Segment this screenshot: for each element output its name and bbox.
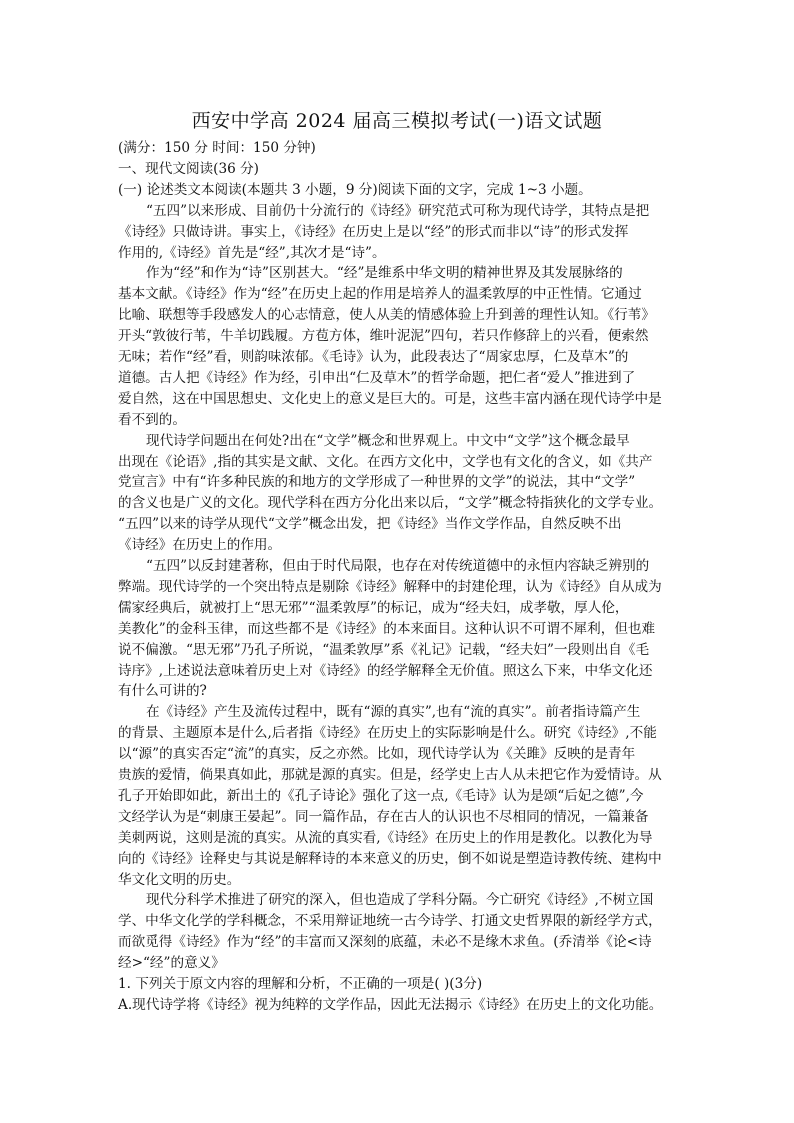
text-line: 贵族的爱情，倘果真如此，那就是源的真实。但是，经学史上古人从未把它作为爱情诗。从 xyxy=(118,767,662,783)
text-line: 基本文献。《诗经》作为“经”在历史上起的作用是培养人的温柔敦厚的中正性情。它通过 xyxy=(118,286,642,303)
text-line: 比喻、联想等手段感发人的心志情意，使人从美的情感体验上升到善的理性认知。《行苇》 xyxy=(118,307,655,324)
text-line: 作用的,《诗经》首先是“经”,其次才是“诗”。 xyxy=(118,244,386,261)
text-line: “五四”以来的诗学从现代“文学”概念出发，把《诗经》当作文学作品，自然反映不出 xyxy=(118,516,622,533)
text-line: 出现在《论语》,指的其实是文献、文化。在西方文化中，文学也有文化的含义，如《共产 xyxy=(118,453,653,470)
text-line: 现代分科学术推进了研究的深入，但也造成了学科分隔。今亡研究《诗经》,不树立国 xyxy=(146,892,654,909)
text-line: 美教化”的金科玉律，而这些都不是《诗经》的本来面目。这种认识不可谓不犀利，但也难 xyxy=(118,620,656,637)
text-line: 向的《诗经》诠释史与其说是解释诗的本来意义的历史，倒不如说是塑造诗教传统、建构中 xyxy=(118,850,662,867)
text-line: 党宣言》中有“许多种民族的和地方的文学形成了一种世界的文学”的说法，其中“文学” xyxy=(118,474,636,491)
text-line: 弊端。现代诗学的一个突出特点是剔除《诗经》解释中的封建伦理，认为《诗经》自从成为 xyxy=(118,578,662,595)
text-line: 诗序》,上述说法意味着历史上对《诗经》的经学解释全无价值。照这么下来，中华文化还 xyxy=(118,662,653,679)
text-line: 现代诗学问题出在何处?出在“文学”概念和世界观上。中文中“文学”这个概念最早 xyxy=(146,432,630,449)
text-line: “五四”以反封建著称，但由于时代局限，也存在对传统道德中的永恒内容缺乏辨别的 xyxy=(146,558,650,574)
subsection-heading: (一) 论述类文本阅读(本题共 3 小题，9 分)阅读下面的文字，完成 1~3 小题。 xyxy=(118,181,592,198)
text-line: 《诗经》只做诗讲。事实上，《诗经》在历史上是以“经”的形式而非以“诗”的形式发挥 xyxy=(118,223,629,240)
text-line: 而欲觅得《诗经》作为“经”的丰富而又深刻的底蕴，未必不是缘木求鱼。(乔清举《论<诗 xyxy=(118,934,652,951)
text-line: 无味；若作“经”看，则韵味浓郁。《毛诗》认为，此段表达了“周家忠厚，仁及草木”的 xyxy=(118,349,629,365)
text-line: 的背景、主题原本是什么,后者指《诗经》在历史上的实际影响是什么。研究《诗经》,不能 xyxy=(118,725,657,742)
page-title: 西安中学高 2024 届高三模拟考试(一)语文试题 xyxy=(191,110,603,132)
text-line: 华文化文明的历史。 xyxy=(118,871,241,888)
question-1: 1. 下列关于原文内容的理解和分析，不正确的一项是( )(3分) xyxy=(118,976,483,992)
text-line: 在《诗经》产生及流传过程中，既有“源的真实”,也有“流的真实”。前者指诗篇产生 xyxy=(146,704,641,721)
text-line: 开头“敦彼行苇，牛羊切践履。方苞方体，维叶泥泥”四句，若只作修辞上的兴看，便索然 xyxy=(118,328,649,345)
exam-meta: (满分：150 分 时间：150 分钟) xyxy=(118,140,316,156)
text-line: 孔子开始即如此，新出土的《孔子诗论》强化了这一点,《毛诗》认为是颂“后妃之德”,今 xyxy=(118,787,644,804)
text-line: 爱自然，这在中国思想史、文化史上的意义是巨大的。可是，这些丰富内涵在现代诗学中是 xyxy=(118,390,662,407)
text-line: 有什么可讲的? xyxy=(118,683,207,700)
text-line: 学、中华文化学的学科概念，不采用辩证地统一古今诗学、打通文史哲界限的新经学方式， xyxy=(118,913,662,930)
text-line: 说不偏激。“思无邪”乃孔子所说，“温柔敦厚”系《礼记》记载，“经夫妇”一段则出自《毛 xyxy=(118,641,650,658)
text-line: 文经学认为是“刺康王晏起”。同一篇作品，存在古人的认识也不尽相同的情况，一篇兼备 xyxy=(118,808,649,825)
text-line: 作为“经”和作为“诗”区别甚大。“经”是维系中华文明的精神世界及其发展脉络的 xyxy=(146,265,623,282)
section-heading: 一、现代文阅读(36 分) xyxy=(118,160,259,177)
text-line: 经>“经”的意义》 xyxy=(118,955,225,972)
text-line: 美刺两说，这则是流的真实。从流的真实看,《诗经》在历史上的作用是教化。以教化为导 xyxy=(118,829,653,846)
option-a: A.现代诗学将《诗经》视为纯粹的文学作品，因此无法揭示《诗经》在历史上的文化功能。 xyxy=(118,996,663,1013)
text-line: 以“源”的真实否定“流”的真实，反之亦然。比如，现代诗学认为《关雎》反映的是青年 xyxy=(118,746,636,763)
text-line: “五四”以来形成、目前仍十分流行的《诗经》研究范式可称为现代诗学，其特点是把 xyxy=(146,202,650,219)
text-line: 《诗经》在历史上的作用。 xyxy=(118,537,282,554)
text-line: 道德。古人把《诗经》作为经，引申出“仁及草木”的哲学命题，把仁者“爱人”推进到了 xyxy=(118,369,636,386)
text-line: 看不到的。 xyxy=(118,411,186,428)
text-line: 的含义也是广义的文化。现代学科在西方分化出来以后，“文学”概念特指狭化的文学专业。 xyxy=(118,495,663,512)
text-line: 儒家经典后，就被打上“思无邪”“温柔敦厚”的标记，成为“经夫妇，成孝敬，厚人伦， xyxy=(118,599,629,616)
